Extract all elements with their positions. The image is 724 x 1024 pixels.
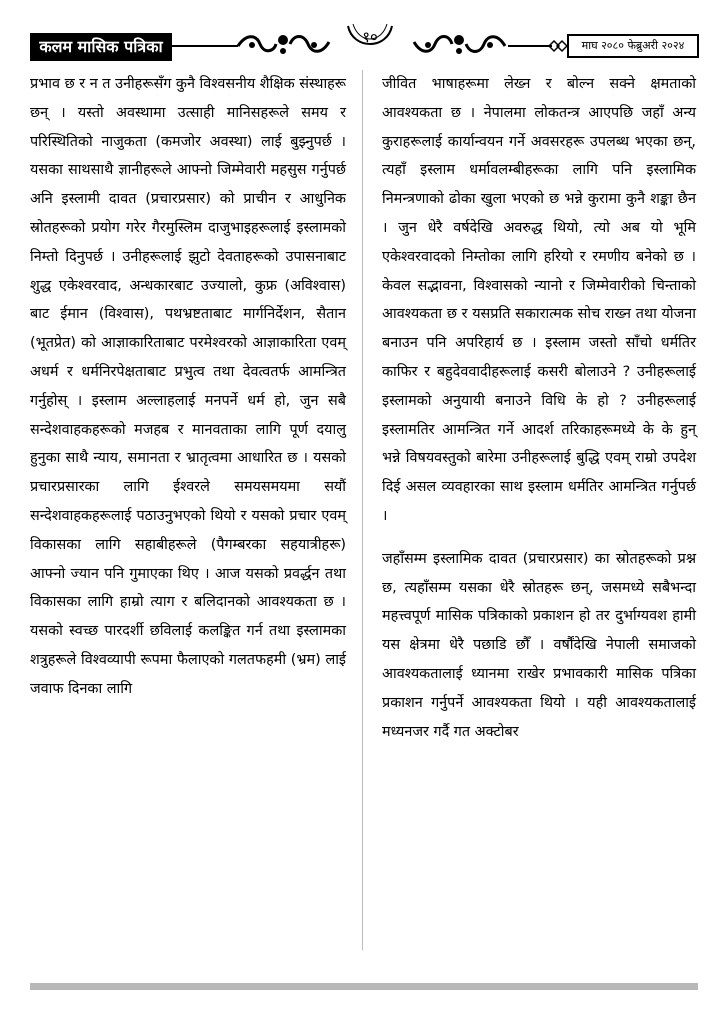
page-header [0,0,724,64]
page-number: १० [362,28,378,46]
footer-bar [30,983,698,990]
floral-ornament-icon [236,30,331,58]
article-column-left [30,70,346,960]
magazine-title: कलम मासिक पत्रिका [30,33,172,61]
column-divider [362,70,363,950]
paragraph: जीवित भाषाहरूमा लेख्न र बोल्न सक्ने क्षमताको आवश्यकता छ । नेपालमा लोकतन्त्र आएपछि जहाँ अन्य कुराहरूलाई कार्यान्वयन गर्ने अवसरहरू उपलब्ध भएका छन्, त्यहाँ इस्लाम धर्मावलम्बीहरूका लागि पनि इस्लामिक निमन्त्रणाको ढोका खुला भएको छ भन्ने कुरामा कुनै शङ्का छैन । जुन धेरै वर्षदेखि अवरुद्ध थियो, त्यो अब यो भूमि एकेश्वरवादको निम्तोका लागि हरियो र रमणीय बनेको छ । केवल सद्भावना, विश्वासको न्यानो र जिम्मेवारीको चिन्ताको आवश्यकता छ र यसप्रति सकारात्मक सोच राख्न तथा योजना बनाउन पनि अपरिहार्य छ । इस्लाम जस्तो साँचो धर्मतिर काफिर र बहुदेववादीहरूलाई कसरी बोलाउने ? उनीहरूलाई इस्लामको अनुयायी बनाउने विधि के हो ? उनीहरूलाई इस्लामतिर आमन्त्रित गर्ने आदर्श तरिकाहरूमध्ये के के हुन् भन्ने विषयवस्तुको बारेमा उनीहरूलाई बुद्धि एवम् राम्रो उपदेश दिई असल व्यवहारका साथ इस्लाम धर्मतिर आमन्त्रित गर्नुपर्छ । [382,76,696,524]
floral-ornament-icon [412,30,507,58]
header-rule-left [172,45,238,47]
paragraph: जहाँसम्म इस्लामिक दावत (प्रचारप्रसार) का स्रोतहरूको प्रश्न छ, त्यहाँसम्म यसका धेरै स्रोतहरू छन्, जसमध्ये सबैभन्दा महत्त्वपूर्ण मासिक पत्रिकाको प्रकाशन हो तर दुर्भाग्यवश हामी यस क्षेत्रमा धेरै पछाडि छौँ । वर्षौंदेखि नेपाली समाजको आवश्यकतालाई ध्यानमा राखेर प्रभावकारी मासिक पत्रिका प्रकाशन गर्नुपर्ने आवश्यकता थियो । यही आवश्यकतालाई मध्यनजर गर्दै गत अक्टोबर [382,550,696,740]
diamond-ornament-icon [548,39,568,53]
issue-date: माघ २०८० फेब्रुअरी २०२४ [567,34,699,58]
header-rule-right [508,45,552,47]
article-column-right [382,70,696,960]
paragraph: प्रभाव छ र न त उनीहरूसँग कुनै विश्वसनीय शैक्षिक संस्थाहरू छन् । यस्तो अवस्थामा उत्साही मानिसहरूले समय र परिस्थितिको नाजुकता (कमजोर अवस्था) लाई बुझ्नुपर्छ । यसका साथसाथै ज्ञानीहरूले आफ्नो जिम्मेवारी महसुस गर्नुपर्छ अनि इस्लामी दावत (प्रचारप्रसार) को प्राचीन र आधुनिक स्रोतहरूको प्रयोग गरेर गैरमुस्लिम दाजुभाइहरूलाई इस्लामको निम्तो दिनुपर्छ । उनीहरूलाई झुटो देवताहरूको उपासनाबाट शुद्ध एकेश्वरवाद, अन्धकारबाट उज्यालो, कुफ्र (अविश्वास) बाट ईमान (विश्वास), पथभ्रष्टताबाट मार्गनिर्देशन, सैतान (भूतप्रेत) को आज्ञाकारिताबाट परमेश्वरको आज्ञाकारिता एवम् अधर्म र धर्मनिरपेक्षताबाट प्रभुत्व तथा देवत्वतर्फ आमन्त्रित गर्नुहोस् । इस्लाम अल्लाहलाई मनपर्ने धर्म हो, जुन सबै सन्देशवाहकहरूको मजहब र मानवताका लागि पूर्ण दयालु हुनुका साथै न्याय, समानता र भ्रातृत्वमा आधारित छ । यसको प्रचारप्रसारका लागि ईश्वरले समयसमयमा सयौं सन्देशवाहकहरूलाई पठाउनुभएको थियो र यसको प्रचार एवम् विकासका लागि सहाबीहरूले (पैगम्बरका सहयात्रीहरू) आफ्नो ज्यान पनि गुमाएका थिए । आज यसको प्रवर्द्धन तथा विकासका लागि हाम्रो त्याग र बलिदानको आवश्यकता छ । यसको स्वच्छ पारदर्शी छविलाई कलङ्कित गर्न तथा इस्लामका शत्रुहरूले विश्वव्यापी रूपमा फैलाएको गलतफहमी (भ्रम) लाई जवाफ दिनका लागि [30,76,346,697]
